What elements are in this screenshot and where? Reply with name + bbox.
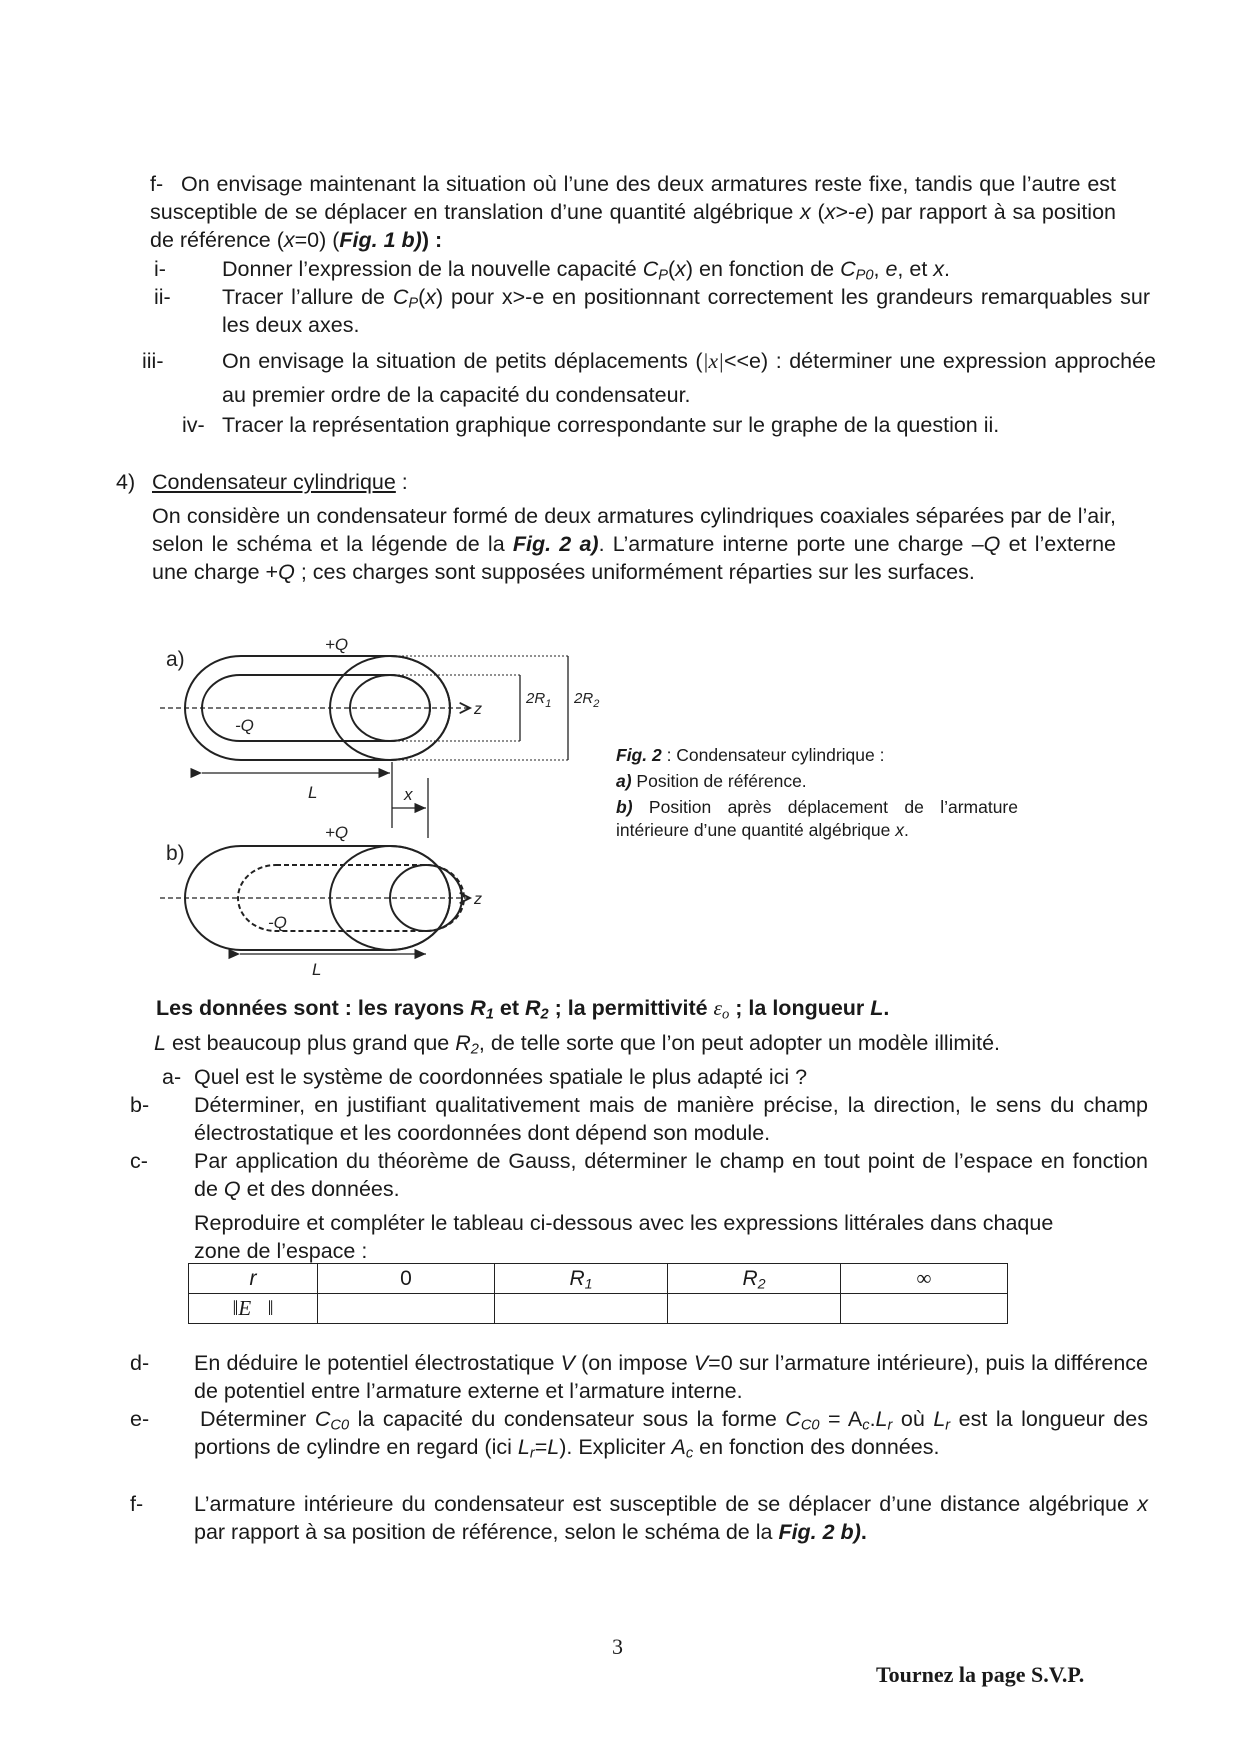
caption-a-label: a) <box>616 771 632 791</box>
text-frag: ( <box>418 285 426 309</box>
label-2r1-main: 2R <box>526 690 546 707</box>
cell-text: r <box>249 1266 257 1290</box>
var-l: L <box>870 996 884 1020</box>
question-3f-ii <box>154 283 1150 339</box>
text-frag: =0 sur l’armature intérieure), puis la différence de potentiel entre l’armature externe et l’armature interne. <box>194 1351 1148 1403</box>
question-4f <box>130 1490 1148 1546</box>
turn-page-note: Tournez la page S.V.P. <box>876 1662 1085 1687</box>
label-2r2-main: 2R <box>574 690 594 707</box>
text-frag: En déduire le potentiel électrostatique <box>194 1351 561 1375</box>
cell-empty <box>318 1294 495 1324</box>
text-frag: et des données. <box>240 1177 400 1201</box>
text-frag: On considère un condensateur formé de deux armatures cylindriques coaxiales séparées par de l’air, selon le schéma et la légende de la <box>152 504 1116 556</box>
var-epsilon: ε <box>713 996 723 1020</box>
var-a: A <box>671 1435 686 1459</box>
label-2r2-sub: 2 <box>593 698 600 710</box>
text-frag: ). Expliciter <box>559 1435 672 1459</box>
sub-2: 2 <box>470 1041 479 1058</box>
fig-ref: Fig. 2 b) <box>778 1520 861 1544</box>
text-frag: <<e) : déterminer une expression approchée au premier ordre de la capacité du condensateur. <box>222 349 1156 407</box>
cell-sub: 1 <box>584 1276 593 1293</box>
text-frag: Position après déplacement de l’armature intérieure d’une quantité algébrique <box>616 797 1018 840</box>
var-c: C <box>785 1407 801 1431</box>
question-4d <box>130 1349 1148 1405</box>
text-frag: . <box>869 1407 876 1431</box>
text-frag: >- <box>835 200 856 224</box>
cell-text: R <box>742 1266 758 1290</box>
cell-text: 0 <box>400 1266 412 1290</box>
sub-c0: C0 <box>800 1417 820 1434</box>
var-r: R <box>470 996 486 1020</box>
var-l: L <box>547 1435 560 1459</box>
text-frag: Donner l’expression de la nouvelle capacité <box>222 257 643 281</box>
cell-infinity <box>841 1264 1008 1294</box>
text-frag: , <box>873 257 886 281</box>
figure-2-diagram <box>150 628 620 978</box>
model-line <box>154 1029 1116 1057</box>
var-r: R <box>455 1031 471 1055</box>
figure-2b <box>160 823 482 978</box>
var-c: C <box>314 1407 331 1431</box>
sub-2: 2 <box>540 1006 549 1023</box>
var-x: x <box>895 820 904 840</box>
var-x: x <box>824 200 836 224</box>
var-x: x <box>933 257 945 281</box>
caption-a <box>616 770 1018 793</box>
question-4b-text: Déterminer, en justifiant qualitativement mais de manière précise, la direction, le sens du champ électrostatique et les coordonnées dont dépend son module. <box>194 1093 1148 1145</box>
text-frag: et <box>493 996 525 1020</box>
var-x: x <box>800 200 811 224</box>
cell-sub: 2 <box>757 1276 766 1293</box>
text-frag: ) pour x>-e en positionnant correctement les grandeurs remarquables sur les deux axes. <box>222 285 1150 337</box>
sub-p: P <box>658 267 668 284</box>
var-v: V <box>693 1351 709 1375</box>
fig-a-z: z <box>474 701 482 718</box>
var-x: x <box>1137 1492 1148 1516</box>
cell-text: ∞ <box>916 1266 932 1290</box>
var-q: Q <box>278 560 295 584</box>
question-3f-iii-label: iii- <box>142 349 164 373</box>
text-frag: ) par rapport à sa position de référence ( <box>150 200 1117 252</box>
question-3f-iv-label: iv- <box>182 413 205 437</box>
section-4-number: 4) <box>116 470 136 494</box>
cell-r-header <box>189 1264 318 1294</box>
text-frag: L’armature intérieure du condensateur est susceptible de se déplacer d’une distance algébrique <box>194 1492 1138 1516</box>
var-e: e <box>885 257 898 281</box>
text-frag: ; la permittivité <box>548 996 714 1020</box>
text-frag: ; la longueur <box>729 996 871 1020</box>
var-c: C <box>392 285 409 309</box>
label-2r2 <box>573 690 599 710</box>
sub-c: c <box>685 1445 694 1462</box>
table-row-e <box>189 1294 1008 1324</box>
sub-c: c <box>862 1417 870 1434</box>
cell-empty <box>841 1294 1008 1324</box>
figure-2-caption <box>616 744 1018 842</box>
var-r: R <box>524 996 541 1020</box>
var-l: L <box>933 1407 946 1431</box>
section-4-intro <box>152 502 1116 586</box>
sub-c0: C0 <box>330 1417 350 1434</box>
question-4c <box>130 1147 1148 1203</box>
question-4d-label: d- <box>130 1351 150 1375</box>
question-4b <box>130 1091 1148 1147</box>
data-line <box>156 994 1116 1022</box>
text-frag: Les données sont : les rayons <box>156 996 471 1020</box>
question-4a <box>162 1063 1116 1091</box>
cell-text: R <box>569 1266 585 1290</box>
text-frag: Tracer l’allure de <box>222 285 393 309</box>
fig-b-minus-q: -Q <box>268 913 287 932</box>
sub-r: r <box>529 1445 535 1462</box>
question-3f-ii-label: ii- <box>154 285 171 309</box>
question-4c-label: c- <box>130 1149 148 1173</box>
field-table <box>188 1263 1008 1324</box>
abs-x: |x| <box>702 349 724 373</box>
text-frag: =0) ( <box>294 228 340 252</box>
cell-e-header <box>189 1294 318 1324</box>
var-e: e <box>855 200 868 224</box>
fig-b-label: b) <box>166 842 185 865</box>
fig-a-minus-q: -Q <box>235 716 254 735</box>
text-frag: . <box>944 257 951 281</box>
text-frag: est la longueur des portions de cylindre en regard (ici <box>194 1407 1148 1459</box>
table-intro: Reproduire et compléter le tableau ci-dessous avec les expressions littérales dans chaque zone de l’espace : <box>194 1211 1054 1263</box>
question-3f-i-label: i- <box>154 257 166 281</box>
text-frag: en fonction des données. <box>693 1435 940 1459</box>
question-3f <box>150 170 1116 254</box>
text-frag: . <box>903 820 909 840</box>
sub-1: 1 <box>485 1006 494 1023</box>
cell-empty <box>668 1294 841 1324</box>
question-4f-label: f- <box>130 1492 144 1516</box>
question-3f-iii <box>142 344 1156 412</box>
fig-a-label: a) <box>166 648 185 671</box>
var-x: x <box>283 228 295 252</box>
var-c: C <box>642 257 659 281</box>
cell-r2 <box>668 1264 841 1294</box>
cell-empty <box>495 1294 668 1324</box>
text-frag: . <box>860 1520 867 1544</box>
figure-2a <box>160 635 599 838</box>
cell-r1 <box>495 1264 668 1294</box>
text-frag: Position de référence. <box>631 771 807 791</box>
caption-b-label: b) <box>616 797 633 817</box>
text-frag: . L’armature interne porte une charge – <box>598 532 984 556</box>
text-frag: ( <box>667 257 676 281</box>
label-2r1 <box>525 690 551 710</box>
text-frag: est beaucoup plus grand que <box>165 1031 456 1055</box>
label-2r1-sub: 1 <box>545 698 552 710</box>
question-4b-label: b- <box>130 1093 150 1117</box>
question-3f-iv <box>182 411 1116 439</box>
text-frag: ) en fonction de <box>685 257 841 281</box>
fig-ref: Fig. 1 b) <box>339 228 422 252</box>
fig-b-z: z <box>474 891 482 908</box>
sub-p: P <box>408 295 419 312</box>
text-frag: = A <box>819 1407 863 1431</box>
text-frag: ) : <box>421 228 443 252</box>
var-x: x <box>425 285 437 309</box>
fig-a-l: L <box>308 783 318 802</box>
question-3f-i <box>154 255 1150 284</box>
text-frag: Tracer la représentation graphique correspondante sur le graphe de la question ii. <box>222 413 1000 437</box>
text-frag: : Condensateur cylindrique : <box>661 745 885 765</box>
question-4a-label: a- <box>162 1065 182 1089</box>
section-4-heading <box>116 468 408 496</box>
sub-r: r <box>945 1417 951 1434</box>
var-l: L <box>154 1031 166 1055</box>
var-v: V <box>560 1351 575 1375</box>
var-x: x <box>675 257 686 281</box>
text-frag: On envisage la situation de petits déplacements ( <box>222 349 703 373</box>
question-4e <box>130 1405 1148 1462</box>
text-frag: ; ces charges sont supposées uniformément réparties sur les surfaces. <box>294 560 975 584</box>
text-frag: Déterminer <box>200 1407 315 1431</box>
question-4a-text: Quel est le système de coordonnées spatiale le plus adapté ici ? <box>194 1065 808 1089</box>
cell-0 <box>318 1264 495 1294</box>
var-l: L <box>875 1407 888 1431</box>
var-c: C <box>840 257 856 281</box>
text-frag: Par application du théorème de Gauss, déterminer le champ en tout point de l’espace en fonction de <box>194 1149 1148 1201</box>
text-frag: la capacité du condensateur sous la forme <box>349 1407 786 1431</box>
text-frag: et l’externe une charge + <box>152 532 1116 584</box>
text-frag: = <box>534 1435 548 1459</box>
fig-x-label: x <box>404 785 413 804</box>
question-3f-text: On envisage maintenant la situation où l’une des deux armatures reste fixe, tandis que l’autre est susceptible de se déplacer en translation d’une quantité algébrique <box>150 172 1116 224</box>
sub-r: r <box>887 1417 893 1434</box>
text-frag: , et <box>897 257 934 281</box>
fig-ref: Fig. 2 a) <box>512 532 599 556</box>
cell-text: ‖E⃗‖ <box>232 1296 274 1320</box>
text-frag: , de telle sorte que l’on peut adopter un modèle illimité. <box>478 1031 1001 1055</box>
text-frag: où <box>892 1407 934 1431</box>
sub-p0: P0 <box>855 267 874 284</box>
question-4e-label: e- <box>130 1407 150 1431</box>
text-frag: ( <box>810 200 825 224</box>
fig-b-l: L <box>312 960 322 978</box>
caption-fig: Fig. 2 <box>616 745 662 765</box>
var-q: Q <box>223 1177 241 1201</box>
page-number: 3 <box>612 1634 623 1659</box>
table-row-r <box>189 1264 1008 1294</box>
text-frag: par rapport à sa position de référence, selon le schéma de la <box>194 1520 779 1544</box>
text-frag: . <box>883 996 890 1020</box>
question-3f-label: f- <box>150 172 164 196</box>
fig-b-plus-q: +Q <box>325 823 349 842</box>
fig-a-plus-q: +Q <box>325 635 349 654</box>
text-frag: : <box>395 470 408 494</box>
var-l: L <box>517 1435 530 1459</box>
caption-b <box>616 796 1018 842</box>
sub-o: o <box>722 1006 730 1023</box>
var-q: Q <box>983 532 1001 556</box>
text-frag: (on impose <box>574 1351 694 1375</box>
section-4-title: Condensateur cylindrique <box>152 470 396 494</box>
caption-title <box>616 744 1018 767</box>
